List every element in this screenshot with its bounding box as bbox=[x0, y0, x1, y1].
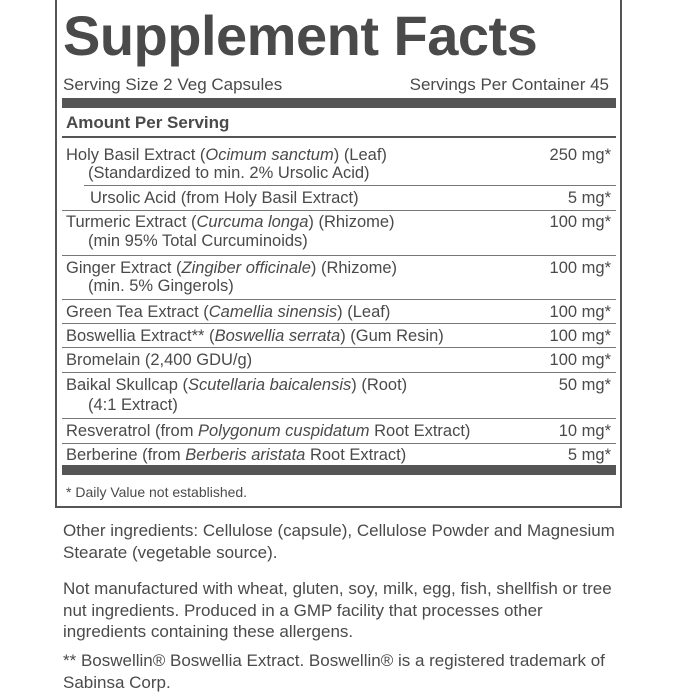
ingredient-amount: 5 mg* bbox=[567, 446, 611, 464]
ingredient-amount: 100 mg* bbox=[549, 259, 611, 277]
ingredient-name: Berberine (from Berberis aristata Root Extract) bbox=[66, 446, 407, 464]
ingredient-name: Ursolic Acid (from Holy Basil Extract) bbox=[90, 189, 359, 207]
ingredient-name: Green Tea Extract (Camellia sinensis) (Leaf) bbox=[66, 303, 391, 321]
heading-divider bbox=[62, 136, 616, 138]
amount-per-serving-heading: Amount Per Serving bbox=[66, 113, 230, 132]
panel-title: Supplement Facts bbox=[63, 4, 538, 67]
ingredient-amount: 100 mg* bbox=[549, 213, 611, 231]
row-divider bbox=[62, 347, 616, 348]
top-divider-bar bbox=[62, 98, 616, 108]
ingredient-amount: 50 mg* bbox=[558, 376, 611, 394]
ingredient-amount: 10 mg* bbox=[558, 422, 611, 440]
ingredient-name: Turmeric Extract (Curcuma longa) (Rhizome) bbox=[66, 213, 395, 231]
row-divider bbox=[62, 418, 616, 419]
ingredient-detail: (min 95% Total Curcuminoids) bbox=[88, 232, 308, 250]
ingredient-name: Boswellia Extract** (Boswellia serrata) (Gum Resin) bbox=[66, 327, 444, 345]
serving-size: Serving Size 2 Veg Capsules bbox=[63, 75, 283, 94]
ingredient-amount: 5 mg* bbox=[567, 189, 611, 207]
row-divider bbox=[62, 255, 616, 256]
other-ingredients: Other ingredients: Cellulose (capsule), Cellulose Powder and Magnesium Stearate (vegetable source). bbox=[63, 521, 615, 562]
ingredient-amount: 100 mg* bbox=[549, 351, 611, 369]
ingredient-name: Bromelain (2,400 GDU/g) bbox=[66, 351, 253, 369]
bottom-divider-bar bbox=[62, 465, 616, 475]
ingredient-detail: (Standardized to min. 2% Ursolic Acid) bbox=[88, 164, 370, 182]
ingredient-amount: 100 mg* bbox=[549, 303, 611, 321]
servings-per-container: Servings Per Container 45 bbox=[409, 75, 609, 94]
allergen-statement: Not manufactured with wheat, gluten, soy, milk, egg, fish, shellfish or tree nut ingredients. Produced in a GMP facility that processes other ingredients containing these allergens. bbox=[63, 579, 612, 641]
row-divider bbox=[62, 299, 616, 300]
row-divider bbox=[62, 323, 616, 324]
row-divider bbox=[84, 185, 616, 186]
ingredient-name: Ginger Extract (Zingiber officinale) (Rhizome) bbox=[66, 259, 398, 277]
row-divider bbox=[62, 372, 616, 373]
ingredient-name: Baikal Skullcap (Scutellaria baicalensis) (Root) bbox=[66, 376, 408, 394]
trademark-note: ** Boswellin® Boswellia Extract. Boswellin® is a registered trademark of Sabinsa Corp. bbox=[63, 651, 605, 692]
ingredient-detail: (min. 5% Gingerols) bbox=[88, 277, 234, 295]
ingredient-amount: 250 mg* bbox=[549, 146, 611, 164]
row-divider bbox=[62, 210, 616, 211]
ingredient-amount: 100 mg* bbox=[549, 327, 611, 345]
row-divider bbox=[62, 443, 616, 444]
daily-value-footnote: * Daily Value not established. bbox=[66, 484, 248, 500]
ingredient-name: Resveratrol (from Polygonum cuspidatum Root Extract) bbox=[66, 422, 471, 440]
ingredient-name: Holy Basil Extract (Ocimum sanctum) (Leaf) bbox=[66, 146, 387, 164]
ingredient-detail: (4:1 Extract) bbox=[88, 396, 178, 414]
